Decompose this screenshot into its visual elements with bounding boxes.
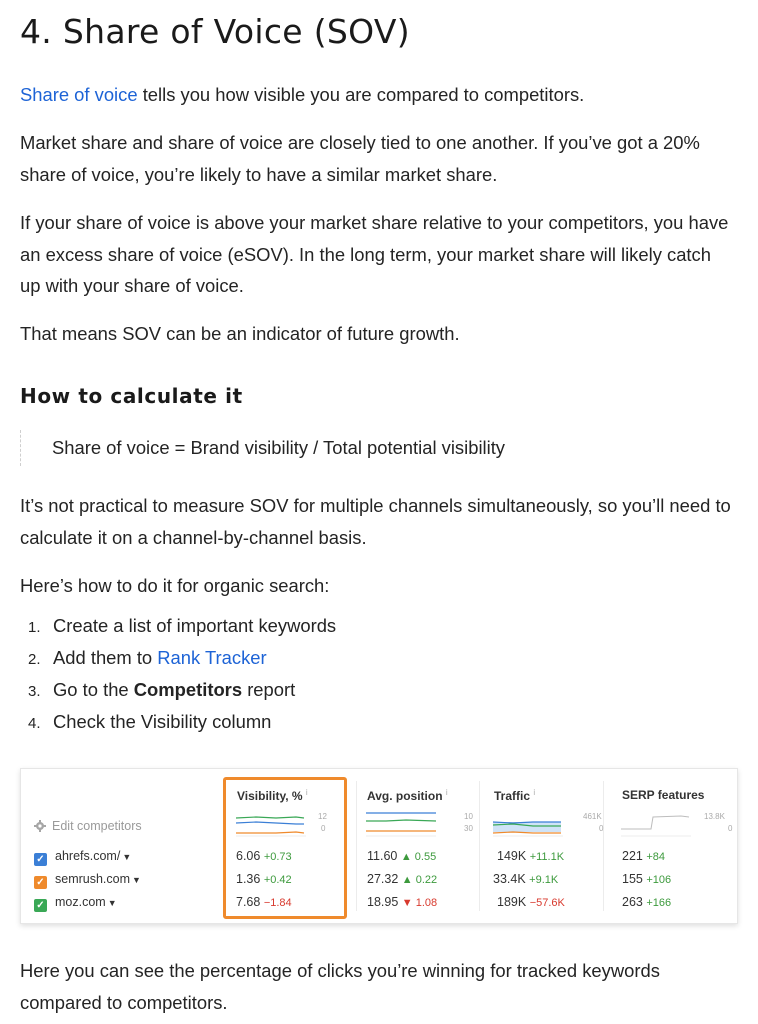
info-icon: i <box>533 788 536 797</box>
scale-bottom: 0 <box>728 824 733 833</box>
traffic-cell: 149K +11.1K <box>497 849 565 863</box>
competitor-row-label[interactable]: ✓ semrush.com ▼ <box>34 872 141 889</box>
list-item <box>28 674 295 708</box>
list-item <box>28 610 336 644</box>
visibility-column-highlight <box>223 777 347 919</box>
formula-quote: Share of voice = Brand visibility / Total potential visibility <box>20 430 720 466</box>
list-number: 2. <box>28 651 41 668</box>
avg-position-cell: 18.95 ▼ 1.08 <box>367 895 438 909</box>
visibility-cell: 6.06 +0.73 <box>236 849 292 863</box>
list-text: Check the Visibility column <box>53 711 272 732</box>
list-text: Go to the <box>53 679 134 700</box>
intro-paragraph <box>20 79 732 111</box>
traffic-cell: 189K −57.6K <box>497 895 565 909</box>
traffic-header[interactable]: Traffic $^i$ <box>494 788 536 803</box>
visibility-cell: 7.68 −1.84 <box>236 895 292 909</box>
serp-features-header[interactable]: SERP features <box>622 788 705 802</box>
visibility-cell: 1.36 +0.42 <box>236 872 292 886</box>
serp-cell: 155 +106 <box>622 872 672 886</box>
competitor-row-label[interactable]: ✓ moz.com ▼ <box>34 895 117 912</box>
paragraph-growth: That means SOV can be an indicator of future growth. <box>20 323 460 344</box>
list-number: 1. <box>28 619 41 636</box>
visibility-header[interactable]: Visibility, % $^i$ <box>237 788 308 803</box>
gear-icon <box>34 820 46 832</box>
info-icon: i <box>445 788 448 797</box>
scale-top: 10 <box>464 812 473 821</box>
paragraph-esov: If your share of voice is above your market share relative to your competitors, you have an excess share of voice (eSOV). In the long term, your market share will likely catch up with your share of voice. <box>20 212 729 296</box>
section-title: 4. Share of Voice (SOV) <box>20 12 410 51</box>
paragraph-closing: Here you can see the percentage of clicks you’re winning for tracked keywords compared to competitors. <box>20 960 660 1013</box>
serp-sparkline <box>621 807 736 839</box>
checkbox-icon[interactable]: ✓ <box>34 853 47 866</box>
traffic-cell: 33.4K +9.1K <box>493 872 559 886</box>
avg-position-sparkline <box>366 807 476 839</box>
list-text: Add them to <box>53 647 158 668</box>
scale-bottom: 0 <box>321 824 326 833</box>
serp-cell: 263 +166 <box>622 895 672 909</box>
competitor-row-label[interactable]: ✓ ahrefs.com/ ▼ <box>34 849 131 866</box>
traffic-sparkline <box>493 807 603 839</box>
paragraph-steps-intro: Here’s how to do it for organic search: <box>20 575 330 596</box>
scale-top: 12 <box>318 812 327 821</box>
share-of-voice-link[interactable]: Share of voice <box>20 84 138 105</box>
avg-position-cell: 27.32 ▲ 0.22 <box>367 872 438 886</box>
paragraph-channels: It’s not practical to measure SOV for multiple channels simultaneously, so you’ll need to calculate it on a channel-by-channel basis. <box>20 495 731 548</box>
column-divider <box>603 781 604 911</box>
scale-bottom: 0 <box>599 824 604 833</box>
scale-top: 13.8K <box>704 812 725 821</box>
paragraph-market-share: Market share and share of voice are closely tied to one another. If you’ve got a 20% share of voice, you’re likely to have a similar market share. <box>20 132 700 185</box>
intro-text: tells you how visible you are compared to competitors. <box>137 84 585 105</box>
avg-position-cell: 11.60 ▲ 0.55 <box>367 849 437 863</box>
scale-top: 461K <box>583 812 602 821</box>
info-icon: i <box>305 788 308 797</box>
column-divider <box>356 781 357 911</box>
column-divider <box>479 781 480 911</box>
serp-cell: 221 +84 <box>622 849 666 863</box>
checkbox-icon[interactable]: ✓ <box>34 899 47 912</box>
chevron-down-icon[interactable]: ▼ <box>107 898 117 908</box>
subheading-calculate: How to calculate it <box>20 384 243 408</box>
competitors-bold: Competitors <box>133 679 243 700</box>
chevron-down-icon[interactable]: ▼ <box>122 852 132 862</box>
list-item <box>28 642 267 676</box>
list-text: report <box>242 679 296 700</box>
list-item <box>28 706 271 740</box>
list-number: 3. <box>28 683 41 700</box>
list-text: Create a list of important keywords <box>53 615 337 636</box>
avg-position-header[interactable]: Avg. position $^i$ <box>367 788 448 803</box>
rank-tracker-link[interactable]: Rank Tracker <box>157 647 267 668</box>
edit-competitors-button[interactable]: Edit competitors <box>34 819 142 833</box>
competitors-report-screenshot <box>20 768 738 924</box>
chevron-down-icon[interactable]: ▼ <box>132 875 141 885</box>
checkbox-icon[interactable]: ✓ <box>34 876 47 889</box>
scale-bottom: 30 <box>464 824 473 833</box>
list-number: 4. <box>28 715 41 732</box>
